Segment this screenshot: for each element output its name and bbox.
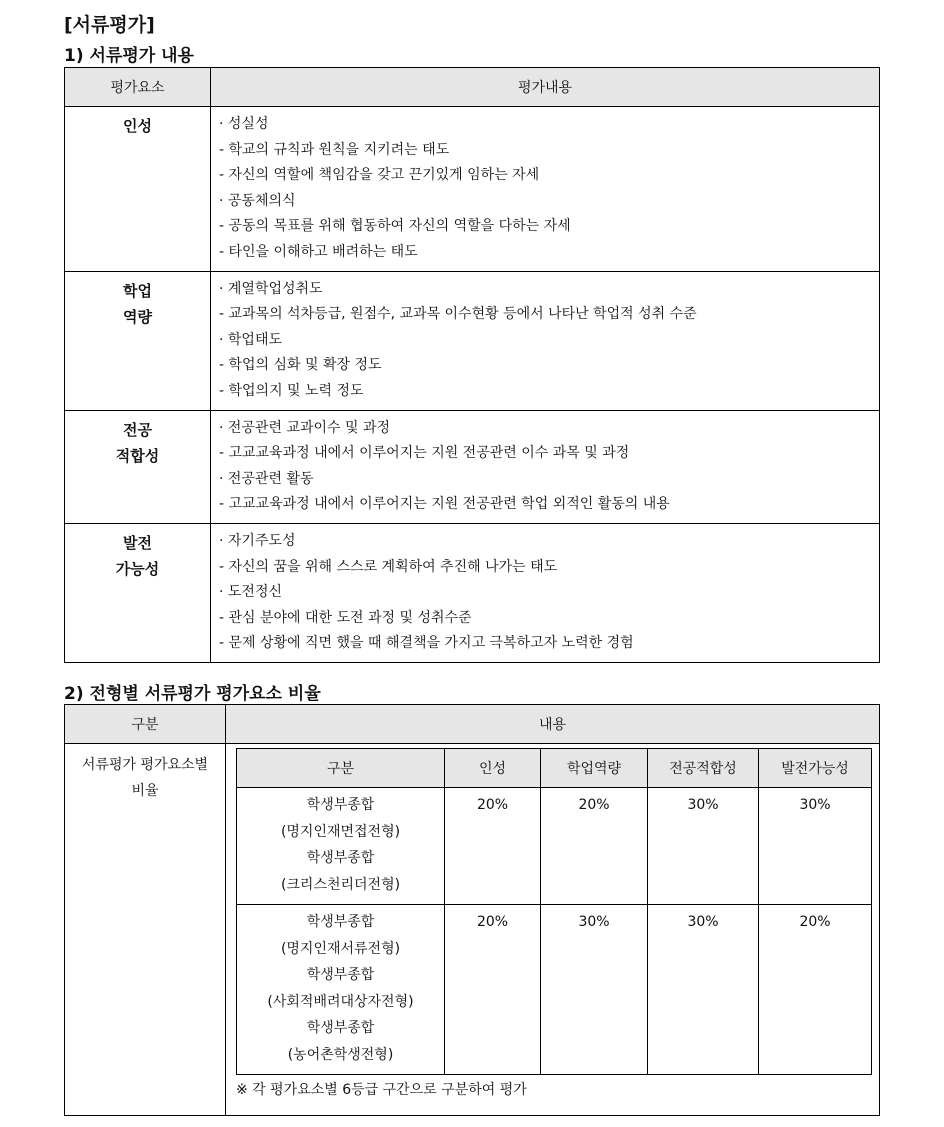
admission-type-line: (크리스천리더전형) — [280, 876, 401, 893]
item-line: · 공동체의식 — [219, 192, 296, 209]
inner-header-row — [237, 749, 872, 788]
header-content: 내용 — [226, 705, 880, 744]
category-line: 발전 — [123, 533, 152, 552]
category-line: 가능성 — [115, 559, 160, 578]
table-header-row — [65, 705, 880, 744]
admission-type-line: (명지인재서류전형) — [280, 940, 401, 957]
item-line: - 자신의 꿈을 위해 스스로 계획하여 추진해 나가는 태도 — [219, 558, 558, 575]
inner-header: 인성 — [445, 749, 541, 788]
item-line: · 계열학업성취도 — [219, 280, 323, 297]
admission-type-line: 학생부종합 — [306, 797, 375, 813]
item-line: - 관심 분야에 대한 도전 과정 및 성취수준 — [219, 609, 472, 626]
document-title: [서류평가] — [64, 14, 155, 36]
ratio-value: 20% — [445, 788, 541, 905]
inner-header: 발전가능성 — [759, 749, 872, 788]
header-element: 평가요소 — [65, 68, 211, 107]
category-line: 인성 — [123, 117, 152, 135]
category-line: 전공 — [123, 420, 152, 439]
inner-header: 구분 — [237, 749, 445, 788]
table-row — [65, 523, 880, 662]
ratio-value: 30% — [541, 905, 648, 1075]
evaluation-content-table — [64, 67, 880, 663]
row-label-line: 비율 — [131, 783, 159, 799]
table-row — [65, 271, 880, 410]
item-line: · 전공관련 교과이수 및 과정 — [219, 419, 391, 436]
item-line: · 학업태도 — [219, 331, 282, 348]
inner-row — [237, 788, 872, 905]
note-text: ※ 각 평가요소별 6등급 구간으로 구분하여 평가 — [236, 1082, 527, 1098]
admission-type-line: 학생부종합 — [306, 967, 375, 983]
admission-type-line: 학생부종합 — [306, 1020, 375, 1036]
category-cell — [65, 107, 211, 272]
content-cell — [226, 744, 880, 1116]
items-cell — [211, 107, 880, 272]
item-line: · 자기주도성 — [219, 532, 296, 549]
item-line: - 문제 상황에 직면 했을 때 해결책을 가지고 극복하고자 노력한 경험 — [219, 635, 634, 652]
category-cell — [65, 523, 211, 662]
admission-type-line: 학생부종합 — [306, 914, 375, 930]
ratio-value: 30% — [648, 788, 759, 905]
ratio-inner-table — [236, 748, 872, 1075]
inner-header: 학업역량 — [541, 749, 648, 788]
ratio-table — [64, 704, 880, 1116]
ratio-value: 30% — [759, 788, 872, 905]
table-row — [65, 107, 880, 272]
category-cell — [65, 410, 211, 523]
item-line: - 고교교육과정 내에서 이루어지는 지원 전공관련 학업 외적인 활동의 내용 — [219, 496, 670, 513]
inner-row — [237, 905, 872, 1075]
items-cell — [211, 523, 880, 662]
row-label-line: 서류평가 평가요소별 — [81, 757, 209, 773]
item-line: - 학업의지 및 노력 정도 — [219, 382, 364, 399]
item-line: - 고교교육과정 내에서 이루어지는 지원 전공관련 이수 과목 및 과정 — [219, 445, 630, 462]
category-line: 학업 — [123, 281, 152, 300]
item-line: - 학교의 규칙과 원칙을 지키려는 태도 — [219, 141, 450, 158]
header-content: 평가내용 — [211, 68, 880, 107]
item-line: - 자신의 역할에 책임감을 갖고 끈기있게 임하는 자세 — [219, 167, 540, 184]
admission-type-line: 학생부종합 — [306, 850, 375, 866]
admission-type-line: (명지인재면접전형) — [280, 823, 401, 840]
ratio-value: 30% — [648, 905, 759, 1075]
admission-type-cell — [237, 905, 445, 1075]
header-division: 구분 — [65, 705, 226, 744]
section1-heading: 1) 서류평가 내용 — [64, 46, 194, 66]
item-line: - 공동의 목표를 위해 협동하여 자신의 역할을 다하는 자세 — [219, 218, 571, 235]
section2-heading: 2) 전형별 서류평가 평가요소 비율 — [64, 684, 321, 704]
category-cell — [65, 271, 211, 410]
admission-type-line: (농어촌학생전형) — [287, 1046, 394, 1063]
table-header-row — [65, 68, 880, 107]
inner-header: 전공적합성 — [648, 749, 759, 788]
ratio-value: 20% — [541, 788, 648, 905]
category-line: 역량 — [123, 307, 152, 326]
table-row — [65, 410, 880, 523]
admission-type-line: (사회적배려대상자전형) — [267, 993, 414, 1010]
item-line: - 학업의 심화 및 확장 정도 — [219, 357, 382, 374]
item-line: - 교과목의 석차등급, 원점수, 교과목 이수현황 등에서 나타난 학업적 성취 수준 — [219, 306, 697, 323]
ratio-value: 20% — [445, 905, 541, 1075]
item-line: · 성실성 — [219, 116, 269, 132]
category-line: 적합성 — [115, 446, 160, 465]
item-line: · 전공관련 활동 — [219, 470, 314, 487]
admission-type-cell — [237, 788, 445, 905]
ratio-value: 20% — [759, 905, 872, 1075]
item-line: · 도전정신 — [219, 584, 282, 601]
item-line: - 타인을 이해하고 배려하는 태도 — [219, 243, 418, 260]
items-cell — [211, 271, 880, 410]
row-label — [65, 744, 226, 1116]
table-row — [65, 744, 880, 1116]
items-cell — [211, 410, 880, 523]
